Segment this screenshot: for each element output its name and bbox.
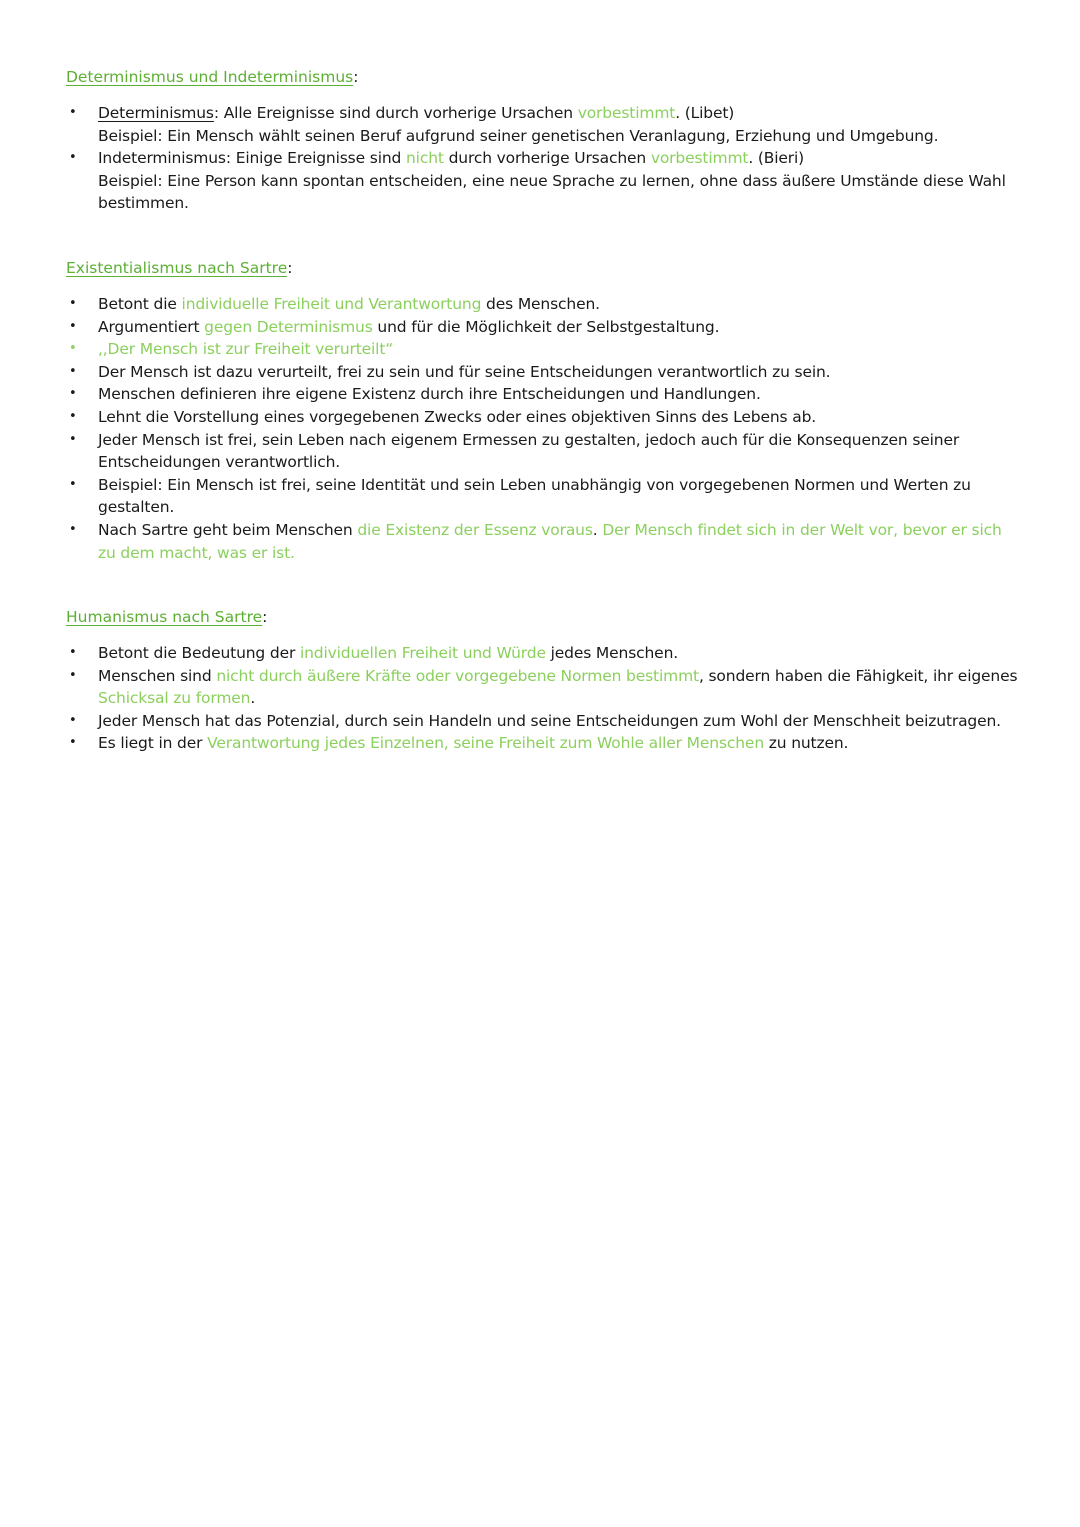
list-item <box>66 474 1020 519</box>
bullet-icon: • <box>69 667 77 683</box>
item-text <box>98 295 600 313</box>
list-item <box>66 293 1020 316</box>
section-title-colon: : <box>353 68 359 86</box>
list-item <box>66 338 1020 361</box>
list-item <box>66 383 1020 406</box>
list-item <box>66 316 1020 339</box>
highlighted-text: nicht <box>406 149 444 168</box>
highlighted-text: individuellen Freiheit und Würde <box>299 644 546 663</box>
item-text <box>98 363 830 381</box>
bullet-icon: • <box>69 318 77 334</box>
term-text: Determinismus <box>98 104 214 122</box>
text-segment: Indeterminismus: Einige Ereignisse sind <box>98 149 406 168</box>
item-text <box>98 431 959 472</box>
item-text <box>98 149 804 167</box>
text-segment: , sondern haben die Fähigkeit, ihr eigenes <box>698 666 1018 685</box>
section-title-colon: : <box>262 608 268 627</box>
text-segment: Menschen sind <box>98 666 217 685</box>
bullet-icon: • <box>69 363 77 379</box>
highlighted-text: nicht durch äußere Kräfte oder vorgegebene Normen bestimmt <box>216 666 699 685</box>
text-segment: Beispiel: Ein Mensch ist frei, seine Identität und sein Leben unabhängig von vorgegebenen Normen und Werten zu gestalten. <box>98 475 971 517</box>
item-text <box>98 734 848 752</box>
bullet-icon: • <box>69 735 77 751</box>
item-example-line <box>98 125 1020 148</box>
text-segment: und für die Möglichkeit der Selbstgestaltung. <box>372 317 720 336</box>
highlighted-text: ,,Der Mensch ist zur Freiheit verurteilt“ <box>98 340 394 359</box>
bullet-list <box>66 293 1020 564</box>
bullet-icon: • <box>69 431 77 447</box>
item-text <box>98 667 1017 708</box>
section-title-colon: : <box>287 258 293 277</box>
bullet-icon: • <box>69 408 77 424</box>
bullet-icon: • <box>69 341 77 357</box>
bullet-icon: • <box>69 712 77 728</box>
document-body <box>66 66 1020 755</box>
text-segment: Betont die Bedeutung der <box>98 644 300 663</box>
section-title <box>66 66 1020 88</box>
section-title <box>66 606 1020 628</box>
text-segment: Beispiel: Eine Person kann spontan entscheiden, eine neue Sprache zu lernen, ohne dass äußere Umstände diese Wahl bestimmen. <box>98 171 1006 213</box>
list-item <box>66 710 1020 733</box>
item-text <box>98 340 393 358</box>
bullet-list <box>66 102 1020 215</box>
bullet-icon: • <box>69 295 77 311</box>
highlighted-text: Der Mensch findet sich in der Welt vor, bevor er sich zu dem macht, was er ist. <box>98 520 1002 562</box>
text-segment: zu nutzen. <box>764 734 849 753</box>
highlighted-text: vorbestimmt <box>577 104 676 122</box>
section-title-text: Humanismus nach Sartre <box>66 608 263 627</box>
bullet-icon: • <box>69 105 77 120</box>
item-text <box>98 385 761 403</box>
section-determinismus <box>66 66 1020 215</box>
list-item <box>66 429 1020 474</box>
list-item <box>66 361 1020 384</box>
highlighted-text: individuelle Freiheit und Verantwortung <box>181 294 482 313</box>
section-title <box>66 257 1020 279</box>
text-segment: . <box>250 689 256 708</box>
text-segment: Jeder Mensch ist frei, sein Leben nach eigenem Ermessen zu gestalten, jedoch auch für die Konsequenzen seiner Entscheidungen verantwortlich. <box>98 430 960 472</box>
text-segment: Der Mensch ist dazu verurteilt, frei zu sein und für seine Entscheidungen verantwortlich zu sein. <box>98 362 831 381</box>
text-segment: Nach Sartre geht beim Menschen <box>98 520 358 539</box>
text-segment: Argumentiert <box>98 317 205 336</box>
highlighted-text: Verantwortung jedes Einzelnen, seine Freiheit zum Wohle aller Menschen <box>207 734 764 753</box>
highlighted-text: gegen Determinismus <box>204 317 373 336</box>
section-humanismus <box>66 606 1020 755</box>
section-title-text: Determinismus und Indeterminismus <box>66 68 354 86</box>
text-segment: jedes Menschen. <box>545 644 679 663</box>
item-text <box>98 104 734 122</box>
list-item <box>66 147 1020 215</box>
bullet-icon: • <box>69 150 77 166</box>
list-item <box>66 665 1020 710</box>
text-segment: Es liegt in der <box>98 734 208 753</box>
item-text <box>98 408 816 426</box>
highlighted-text: Schicksal zu formen <box>98 689 251 708</box>
bullet-icon: • <box>69 645 77 661</box>
list-item <box>66 406 1020 429</box>
item-text <box>98 644 678 662</box>
highlighted-text: die Existenz der Essenz voraus <box>357 520 593 539</box>
bullet-icon: • <box>69 521 77 537</box>
section-title-text: Existentialismus nach Sartre <box>66 258 288 277</box>
item-example-line <box>98 170 1020 215</box>
text-segment: durch vorherige Ursachen <box>443 149 651 168</box>
bullet-icon: • <box>69 386 77 402</box>
item-text <box>98 476 971 517</box>
text-segment: Jeder Mensch hat das Potenzial, durch sein Handeln und seine Entscheidungen zum Wohl der Menschheit beizutragen. <box>98 711 1001 730</box>
item-text <box>98 712 1001 730</box>
item-text <box>98 318 719 336</box>
list-item <box>66 102 1020 147</box>
text-segment: des Menschen. <box>481 294 600 313</box>
text-segment: Beispiel: Ein Mensch wählt seinen Beruf aufgrund seiner genetischen Veranlagung, Erziehung und Umgebung. <box>98 126 939 145</box>
list-item <box>66 519 1020 564</box>
bullet-icon: • <box>69 476 77 492</box>
bullet-list <box>66 642 1020 755</box>
item-text <box>98 521 1002 562</box>
list-item <box>66 732 1020 755</box>
text-segment: . <box>592 520 603 539</box>
text-segment: . (Bieri) <box>748 149 805 168</box>
list-item <box>66 642 1020 665</box>
text-segment: Lehnt die Vorstellung eines vorgegebenen Zwecks oder eines objektiven Sinns des Lebens ab. <box>98 407 817 426</box>
text-segment: Menschen definieren ihre eigene Existenz durch ihre Entscheidungen und Handlungen. <box>98 385 761 404</box>
highlighted-text: vorbestimmt <box>650 149 749 168</box>
section-existentialismus <box>66 257 1020 564</box>
text-segment: : Alle Ereignisse sind durch vorherige Ursachen <box>213 104 578 122</box>
text-segment: . (Libet) <box>675 104 735 122</box>
text-segment: Betont die <box>98 294 182 313</box>
